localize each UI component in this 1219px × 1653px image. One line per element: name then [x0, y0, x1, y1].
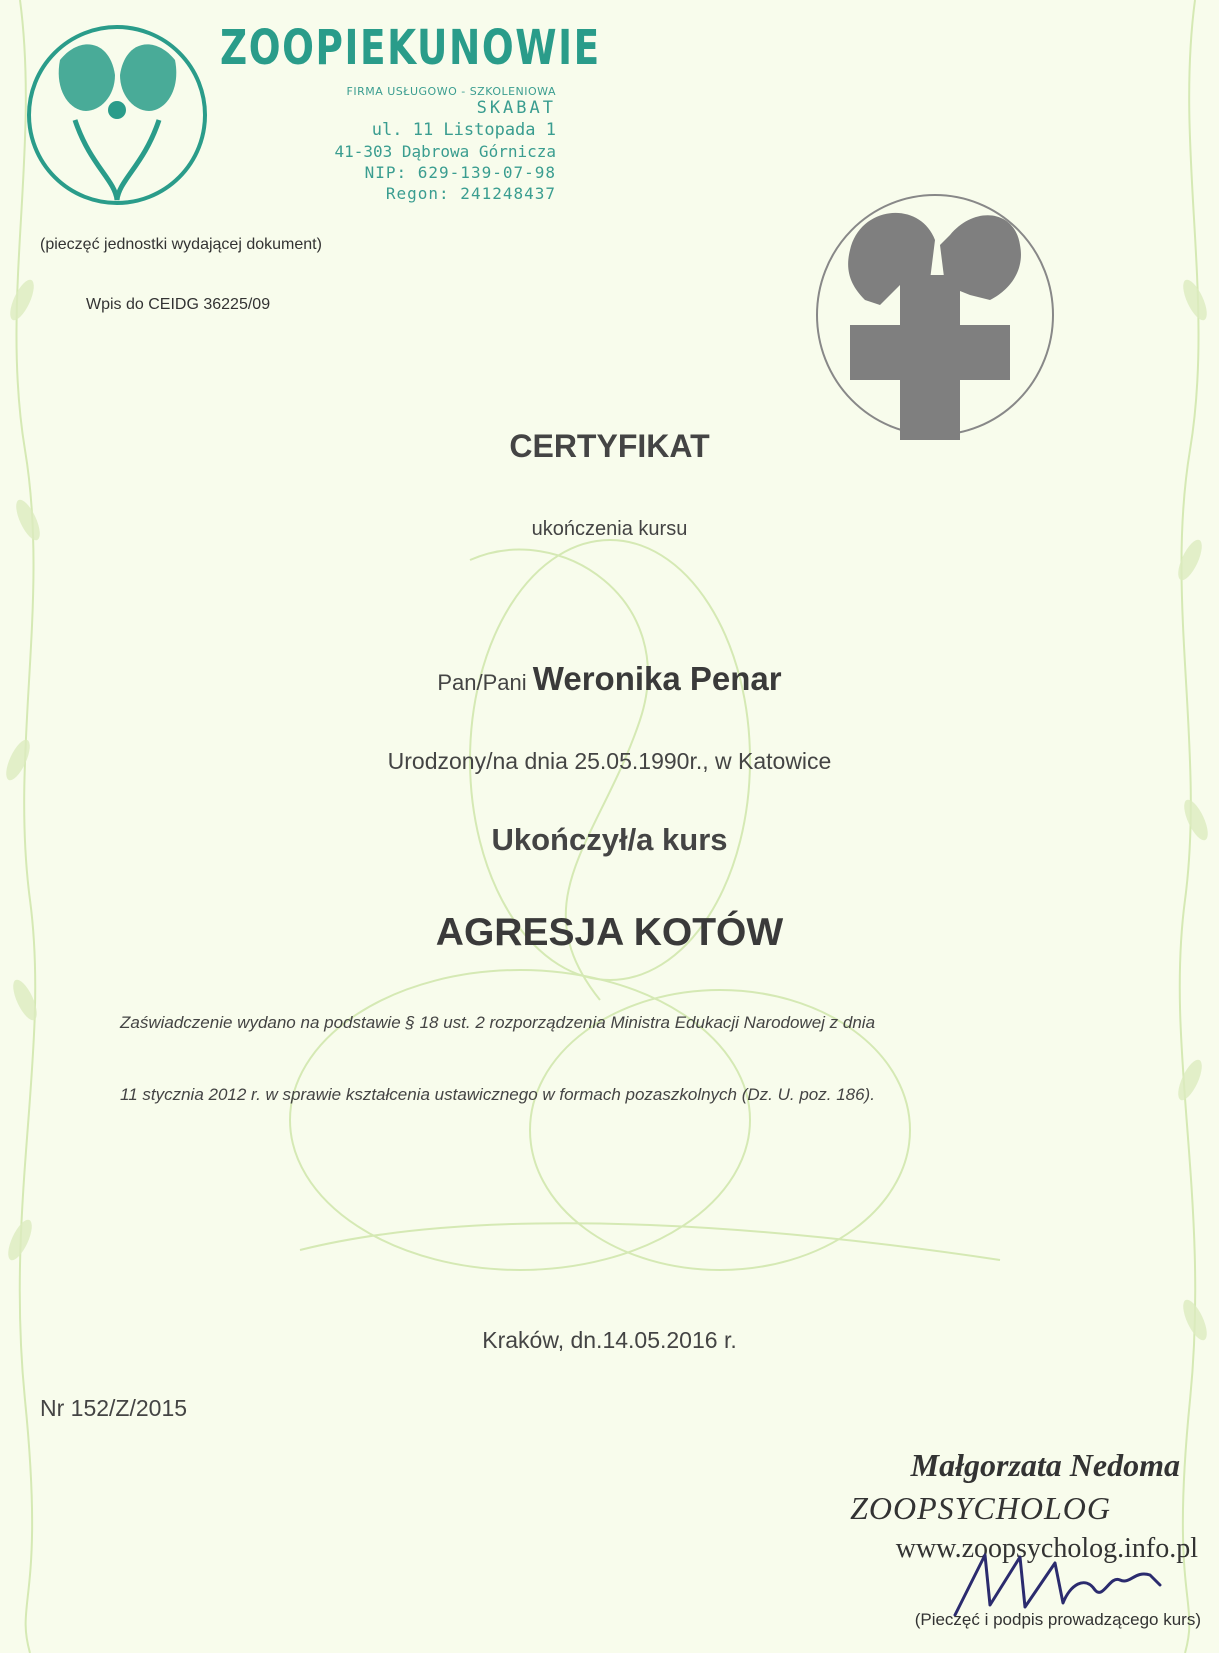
stamp-company-name: SKABAT	[476, 98, 556, 118]
stamp-company-type: FIRMA USŁUGOWO - SZKOLENIOWA	[346, 85, 556, 98]
course-name: AGRESJA KOTÓW	[435, 911, 784, 954]
recipient-line	[0, 660, 1219, 698]
stamp-brand: ZOOPIEKUNOWIE	[220, 20, 601, 76]
ceidg-registry: Wpis do CEIDG 36225/09	[86, 296, 271, 313]
completed-label: Ukończył/a kurs	[491, 822, 728, 857]
signatory-website: www.zoopsycholog.info.pl	[895, 1533, 1198, 1564]
stamp-regon: Regon: 241248437	[385, 184, 556, 203]
stamp-street: ul. 11 Listopada 1	[371, 120, 556, 140]
stamp-logo-icon	[20, 15, 215, 210]
stamp-nip: NIP: 629-139-07-98	[364, 163, 556, 182]
place-and-date: Kraków, dn.14.05.2016 r.	[482, 1327, 737, 1353]
certificate-title: CERTYFIKAT	[509, 428, 710, 464]
legal-basis-line-2: 11 stycznia 2012 r. w sprawie kształcenia ustawicznego w formach pozaszkolnych (Dz. U. poz. 186).	[120, 1085, 875, 1104]
cat-dog-cross-logo-icon	[810, 190, 1060, 440]
salutation: Pan/Pani	[437, 670, 527, 695]
certificate-number: Nr 152/Z/2015	[40, 1395, 188, 1421]
legal-basis-line-1: Zaświadczenie wydano na podstawie § 18 ust. 2 rozporządzenia Ministra Edukacji Narodowej z dnia	[120, 1013, 876, 1032]
stamp-city: 41-303 Dąbrowa Górnicza	[334, 142, 556, 161]
birth-line: Urodzony/na dnia 25.05.1990r., w Katowice	[387, 748, 832, 774]
signatory-role: ZOOPSYCHOLOG	[850, 1490, 1111, 1526]
signature-caption: (Pieczęć i podpis prowadzącego kurs)	[914, 1610, 1201, 1629]
stamp-caption: (pieczęć jednostki wydającej dokument)	[40, 236, 322, 253]
signatory-name: Małgorzata Nedoma	[910, 1447, 1180, 1483]
recipient-name: Weronika Penar	[532, 660, 782, 697]
certificate-subtitle: ukończenia kursu	[531, 518, 688, 540]
